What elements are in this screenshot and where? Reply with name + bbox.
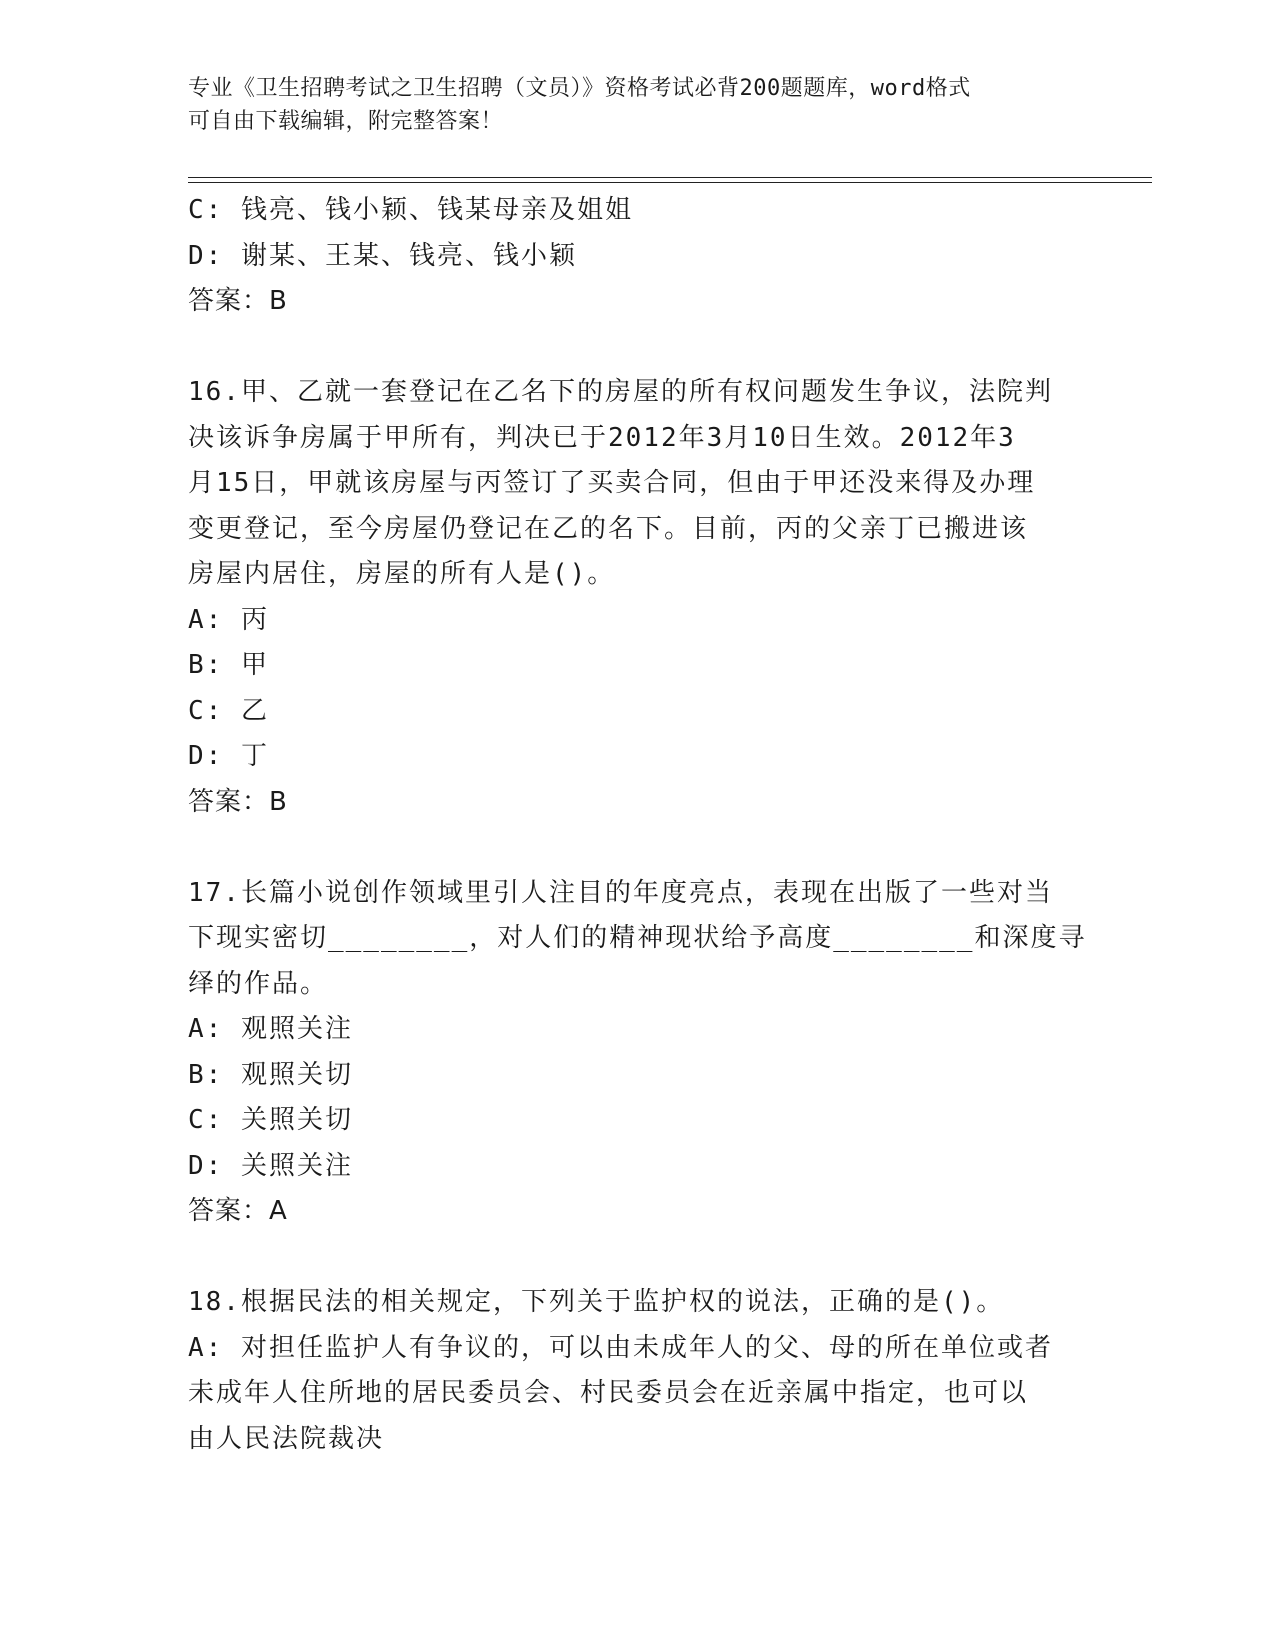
question-15-tail bbox=[188, 188, 1088, 325]
spacer bbox=[188, 325, 1088, 371]
answer: 答案：A bbox=[188, 1196, 288, 1226]
answer: 答案：B bbox=[188, 286, 288, 316]
header-line-1: 专业《卫生招聘考试之卫生招聘（文员）》资格考试必背200题题库，word格式 bbox=[188, 76, 971, 101]
question-stem-line: 房屋内居住，房屋的所有人是()。 bbox=[188, 559, 616, 589]
option-c: C: 钱亮、钱小颖、钱某母亲及姐姐 bbox=[188, 195, 633, 225]
option-c: C: 乙 bbox=[188, 695, 269, 726]
header-line-2: 可自由下载编辑，附完整答案！ bbox=[188, 109, 504, 134]
question-stem-line: 18.根据民法的相关规定，下列关于监护权的说法，正确的是()。 bbox=[188, 1287, 1005, 1317]
question-stem-line: 下现实密切________，对人们的精神现状给予高度________和深度寻 bbox=[188, 923, 1087, 953]
option-a: A: 丙 bbox=[188, 604, 269, 635]
question-stem-line: 变更登记，至今房屋仍登记在乙的名下。目前，丙的父亲丁已搬进该 bbox=[188, 513, 1029, 544]
header-rule-top bbox=[188, 177, 1152, 178]
question-18 bbox=[188, 1280, 1088, 1462]
option-a: A: 观照关注 bbox=[188, 1014, 353, 1044]
option-d: D: 谢某、王某、钱亮、钱小颖 bbox=[188, 240, 577, 271]
option-d: D: 丁 bbox=[188, 741, 269, 771]
document-header bbox=[188, 72, 1068, 138]
question-stem-line: 17.长篇小说创作领域里引人注目的年度亮点，表现在出版了一些对当 bbox=[188, 877, 1053, 908]
spacer bbox=[188, 1235, 1088, 1281]
question-16 bbox=[188, 370, 1088, 825]
option-a-line: A: 对担任监护人有争议的，可以由未成年人的父、母的所在单位或者 bbox=[188, 1332, 1053, 1363]
option-a-line: 由人民法院裁决 bbox=[188, 1423, 385, 1454]
document-body bbox=[188, 188, 1088, 1462]
question-stem-line: 决该诉争房属于甲所有，判决已于2012年3月10日生效。2012年3 bbox=[188, 422, 1016, 453]
option-d: D: 关照关注 bbox=[188, 1150, 353, 1181]
header-rule-bottom bbox=[188, 182, 1152, 183]
option-b: B: 甲 bbox=[188, 650, 269, 680]
question-stem-line: 月15日，甲就该房屋与丙签订了买卖合同，但由于甲还没来得及办理 bbox=[188, 468, 1036, 498]
option-c: C: 关照关切 bbox=[188, 1105, 353, 1135]
option-a-line: 未成年人住所地的居民委员会、村民委员会在近亲属中指定，也可以 bbox=[188, 1378, 1029, 1408]
question-stem-line: 16.甲、乙就一套登记在乙名下的房屋的所有权问题发生争议，法院判 bbox=[188, 377, 1053, 407]
question-17 bbox=[188, 871, 1088, 1235]
question-stem-line: 绎的作品。 bbox=[188, 968, 329, 999]
spacer bbox=[188, 825, 1088, 871]
answer: 答案：B bbox=[188, 786, 288, 817]
option-b: B: 观照关切 bbox=[188, 1059, 353, 1090]
